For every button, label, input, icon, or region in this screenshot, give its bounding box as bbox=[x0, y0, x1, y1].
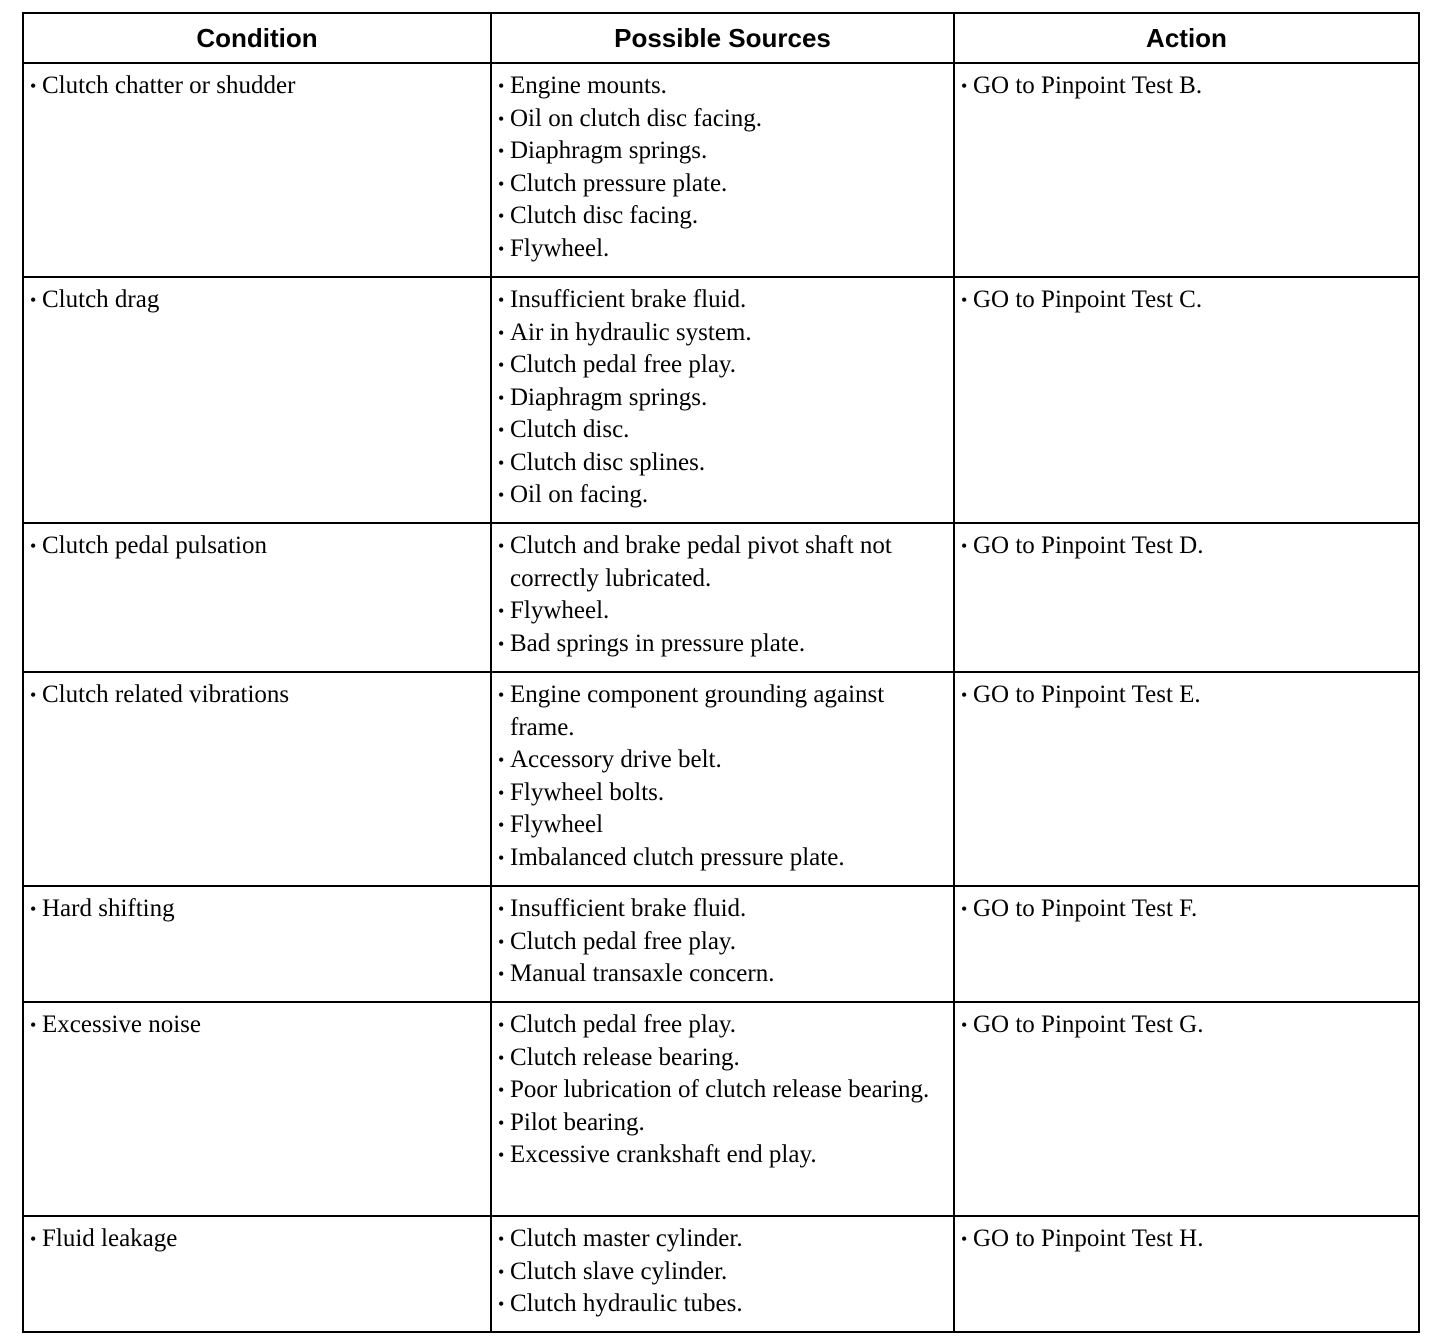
source-item: • Poor lubrication of clutch release bearing. bbox=[498, 1074, 949, 1107]
header-possible-sources: Possible Sources bbox=[491, 13, 954, 63]
table-row bbox=[23, 886, 1419, 1002]
action-text: • GO to Pinpoint Test F. bbox=[961, 893, 1414, 926]
action-text: • GO to Pinpoint Test B. bbox=[961, 70, 1414, 103]
action-cell bbox=[954, 672, 1419, 886]
diagnosis-table-wrapper bbox=[22, 12, 1418, 1333]
source-item: • Excessive crankshaft end play. bbox=[498, 1139, 949, 1172]
header-action: Action bbox=[954, 13, 1419, 63]
source-item: • Pilot bearing. bbox=[498, 1107, 949, 1140]
source-item: • Clutch pedal free play. bbox=[498, 926, 949, 959]
source-item: • Clutch slave cylinder. bbox=[498, 1256, 949, 1289]
sources-cell bbox=[491, 672, 954, 886]
action-cell bbox=[954, 886, 1419, 1002]
sources-cell bbox=[491, 1002, 954, 1216]
table-row bbox=[23, 63, 1419, 277]
table-row bbox=[23, 523, 1419, 672]
source-item: • Flywheel. bbox=[498, 595, 949, 628]
condition-text: • Fluid leakage bbox=[30, 1223, 486, 1256]
source-item: • Clutch and brake pedal pivot shaft not correctly lubricated. bbox=[498, 530, 949, 595]
clutch-diagnosis-table bbox=[22, 12, 1420, 1333]
sources-cell bbox=[491, 1216, 954, 1332]
action-cell bbox=[954, 63, 1419, 277]
source-item: • Diaphragm springs. bbox=[498, 135, 949, 168]
sources-cell bbox=[491, 886, 954, 1002]
source-item: • Clutch pressure plate. bbox=[498, 168, 949, 201]
table-row bbox=[23, 672, 1419, 886]
sources-cell bbox=[491, 277, 954, 523]
source-item: • Oil on facing. bbox=[498, 479, 949, 512]
action-cell bbox=[954, 277, 1419, 523]
action-text: • GO to Pinpoint Test G. bbox=[961, 1009, 1414, 1042]
source-item: • Engine mounts. bbox=[498, 70, 949, 103]
source-item: • Clutch pedal free play. bbox=[498, 349, 949, 382]
source-item: • Insufficient brake fluid. bbox=[498, 284, 949, 317]
condition-cell bbox=[23, 672, 491, 886]
source-item: • Clutch hydraulic tubes. bbox=[498, 1288, 949, 1321]
source-item: • Clutch disc facing. bbox=[498, 200, 949, 233]
action-text: • GO to Pinpoint Test C. bbox=[961, 284, 1414, 317]
source-item: • Clutch release bearing. bbox=[498, 1042, 949, 1075]
source-item: • Clutch disc splines. bbox=[498, 447, 949, 480]
condition-cell bbox=[23, 1002, 491, 1216]
sources-cell bbox=[491, 63, 954, 277]
condition-cell bbox=[23, 63, 491, 277]
action-text: • GO to Pinpoint Test D. bbox=[961, 530, 1414, 563]
condition-cell bbox=[23, 1216, 491, 1332]
action-cell bbox=[954, 1002, 1419, 1216]
condition-text: • Clutch related vibrations bbox=[30, 679, 486, 712]
action-cell bbox=[954, 523, 1419, 672]
source-item: • Air in hydraulic system. bbox=[498, 317, 949, 350]
source-item: • Oil on clutch disc facing. bbox=[498, 103, 949, 136]
condition-cell bbox=[23, 277, 491, 523]
source-item: • Accessory drive belt. bbox=[498, 744, 949, 777]
header-condition: Condition bbox=[23, 13, 491, 63]
source-item: • Clutch master cylinder. bbox=[498, 1223, 949, 1256]
header-row bbox=[23, 13, 1419, 63]
source-item: • Bad springs in pressure plate. bbox=[498, 628, 949, 661]
source-item: • Clutch pedal free play. bbox=[498, 1009, 949, 1042]
table-row bbox=[23, 277, 1419, 523]
condition-cell bbox=[23, 523, 491, 672]
source-item: • Insufficient brake fluid. bbox=[498, 893, 949, 926]
source-item: • Clutch disc. bbox=[498, 414, 949, 447]
table-row bbox=[23, 1216, 1419, 1332]
condition-text: • Clutch pedal pulsation bbox=[30, 530, 486, 563]
table-row bbox=[23, 1002, 1419, 1216]
source-item: • Imbalanced clutch pressure plate. bbox=[498, 842, 949, 875]
source-item: • Engine component grounding against frame. bbox=[498, 679, 949, 744]
condition-text: • Clutch chatter or shudder bbox=[30, 70, 486, 103]
source-item: • Flywheel bolts. bbox=[498, 777, 949, 810]
condition-text: • Excessive noise bbox=[30, 1009, 486, 1042]
action-text: • GO to Pinpoint Test E. bbox=[961, 679, 1414, 712]
source-item: • Flywheel bbox=[498, 809, 949, 842]
action-cell bbox=[954, 1216, 1419, 1332]
source-item: • Flywheel. bbox=[498, 233, 949, 266]
condition-text: • Hard shifting bbox=[30, 893, 486, 926]
condition-cell bbox=[23, 886, 491, 1002]
action-text: • GO to Pinpoint Test H. bbox=[961, 1223, 1414, 1256]
source-item: • Diaphragm springs. bbox=[498, 382, 949, 415]
source-item: • Manual transaxle concern. bbox=[498, 958, 949, 991]
sources-cell bbox=[491, 523, 954, 672]
condition-text: • Clutch drag bbox=[30, 284, 486, 317]
